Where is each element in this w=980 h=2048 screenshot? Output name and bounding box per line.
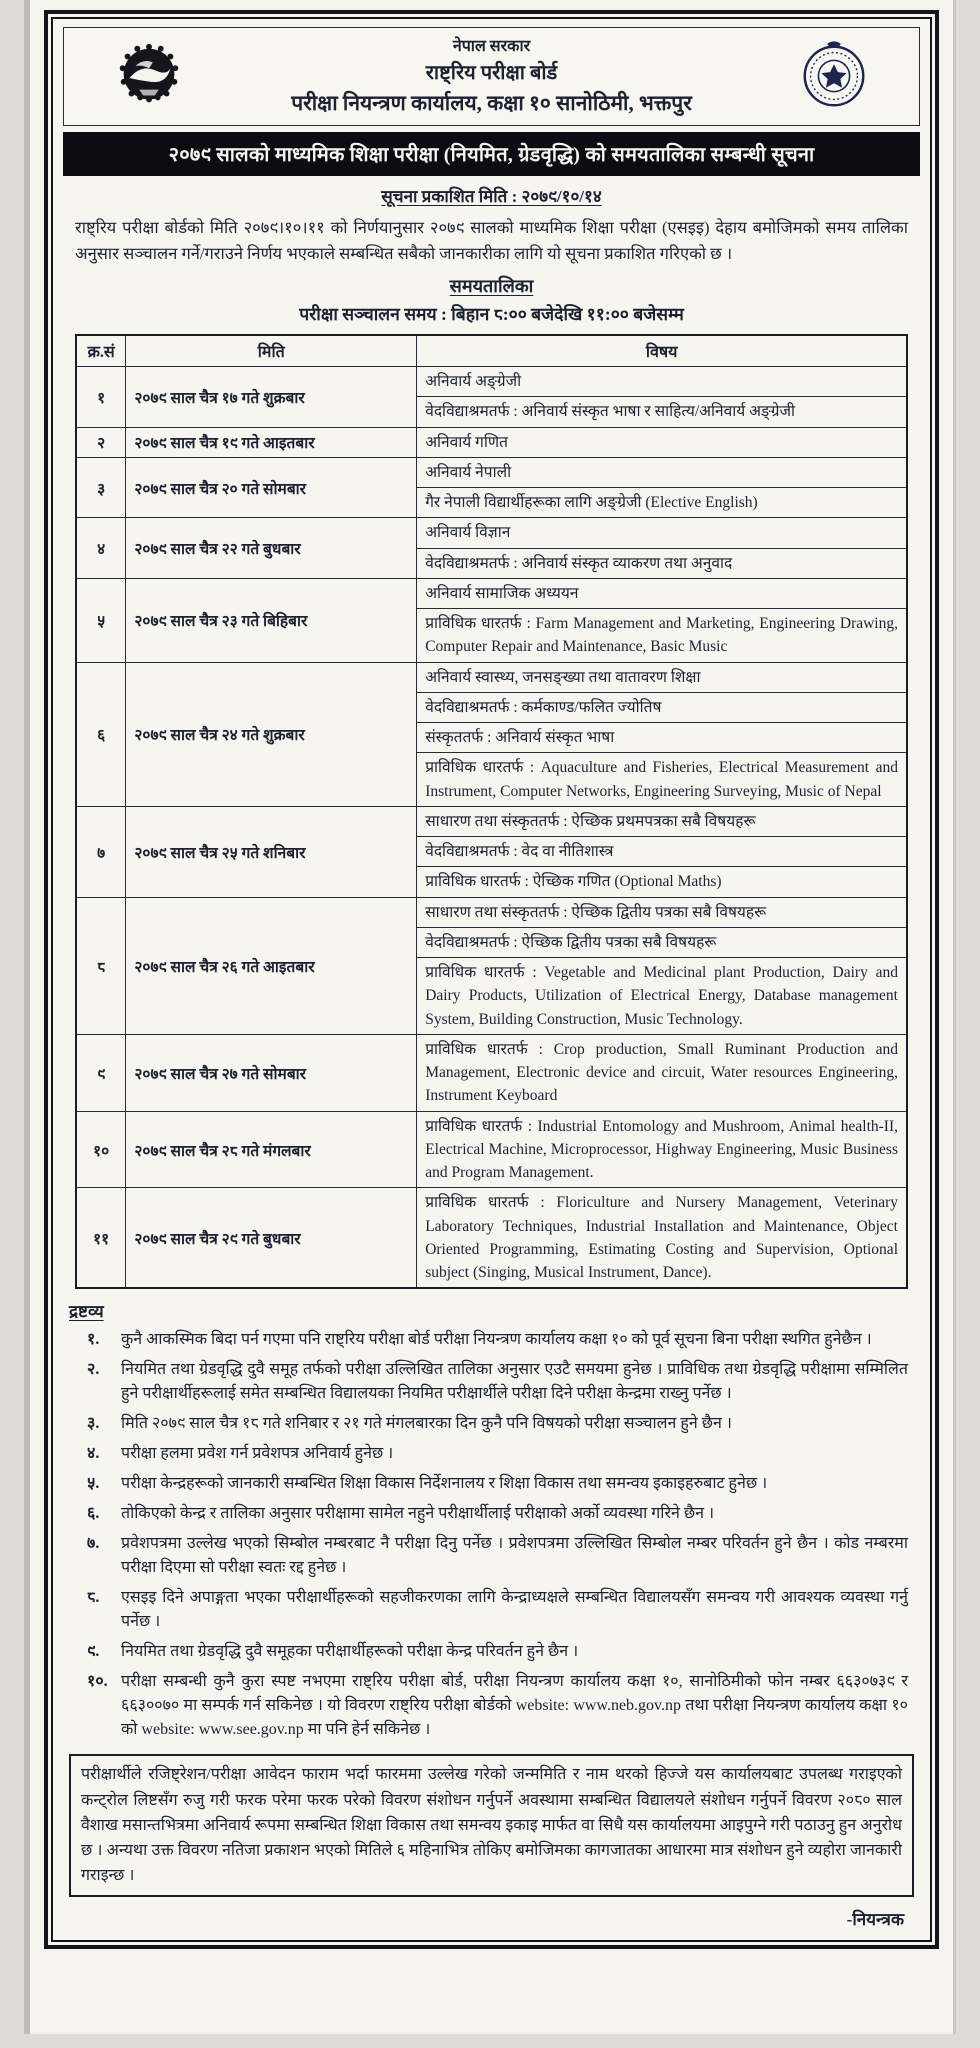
serial-number-cell: ३ [76, 457, 126, 518]
serial-number-cell: १ [76, 367, 126, 428]
schedule-row [76, 662, 907, 692]
schedule-row [76, 578, 907, 608]
serial-number-cell: ५ [76, 578, 126, 662]
schedule-heading: समयतालिका [449, 276, 534, 297]
note-item [87, 1442, 908, 1466]
schedule-row [76, 806, 907, 836]
subject-cell: प्राविधिक धारतर्फ : Farm Management and Marketing, Engineering Drawing, Computer Repair and Maintenance, Basic Music [417, 609, 907, 663]
subject-cell: गैर नेपाली विद्यार्थीहरूका लागि अङ्ग्रेजी (Elective English) [417, 488, 907, 518]
note-text: नियमित तथा ग्रेडवृद्धि दुवै समूह तर्फको परीक्षा उल्लिखित तालिका अनुसार एउटै समयमा हुनेछ । प्राविधिक तथा ग्रेडवृद्धि परीक्षामा सम्मिलित हुने परीक्षार्थीहरूलाई समेत सम्बन्धित विद्यालयका नियमित परीक्षार्थीले परीक्षा दिने परीक्षा केन्द्रमा राख्नु पर्नेछ । [121, 1361, 908, 1403]
subject-cell: वेदविद्याश्रमतर्फ : ऐच्छिक द्वितीय पत्रका सबै विषयहरू [417, 927, 907, 957]
exam-date-cell: २०७९ साल चैत्र २४ गते शुक्रबार [126, 662, 417, 806]
note-number: १०. [87, 1673, 108, 1691]
note-item [87, 1472, 908, 1496]
note-number: ७. [87, 1535, 100, 1553]
schedule-row [76, 457, 907, 487]
serial-number-cell: ८ [76, 897, 126, 1034]
column-header-date: मिति [126, 335, 417, 367]
exam-date-cell: २०७९ साल चैत्र २८ गते मंगलबार [126, 1111, 417, 1188]
schedule-row [76, 427, 907, 457]
column-header-subject: विषय [417, 335, 907, 367]
schedule-row [76, 1034, 907, 1111]
note-text: मिति २०७९ साल चैत्र १८ गते शनिबार र २१ गते मंगलबारका दिन कुनै पनि विषयको परीक्षा सञ्चालन हुने छैन । [121, 1415, 732, 1433]
schedule-row [76, 1188, 907, 1289]
schedule-row [76, 1111, 907, 1188]
exam-date-cell: २०७९ साल चैत्र २९ गते बुधबार [126, 1188, 417, 1289]
published-date: सूचना प्रकाशित मिति : २०७९/१०/१४ [381, 187, 602, 206]
subject-cell: प्राविधिक धारतर्फ : Industrial Entomology and Mushroom, Animal health-II, Electrical Machine, Microprocessor, Highway Engineering, Music Business and Program Management. [417, 1111, 907, 1188]
serial-number-cell: ६ [76, 662, 126, 806]
note-text: प्रवेशपत्रमा उल्लेख भएको सिम्बोल नम्बरबाट नै परीक्षा दिनु पर्नेछ । प्रवेशपत्रमा उल्लिखित सिम्बोल नम्बर परिवर्तन हुने छैन । कोड नम्बरमा परीक्षा दिएमा सो परीक्षा स्वतः रद्द हुनेछ । [121, 1535, 908, 1577]
note-text: परीक्षा हलमा प्रवेश गर्न प्रवेशपत्र अनिवार्य हुनेछ । [121, 1445, 394, 1463]
subject-cell: अनिवार्य अङ्ग्रेजी [417, 367, 907, 397]
serial-number-cell: ९ [76, 1034, 126, 1111]
notes-heading: द्रष्टव्य [69, 1302, 104, 1322]
subject-cell: संस्कृततर्फ : अनिवार्य संस्कृत भाषा [417, 723, 907, 753]
serial-number-cell: ७ [76, 806, 126, 897]
note-item [87, 1502, 908, 1526]
exam-date-cell: २०७९ साल चैत्र २३ गते बिहिबार [126, 578, 417, 662]
note-number: ८. [87, 1589, 100, 1607]
note-text: कुनै आकस्मिक बिदा पर्न गएमा पनि राष्ट्रिय परीक्षा बोर्ड परीक्षा नियन्त्रण कार्यालय कक्षा १० को पूर्व सूचना बिना परीक्षा स्थगित हुनेछैन । [121, 1331, 872, 1349]
scanned-notice-page [24, 0, 956, 2034]
note-text: परीक्षा सम्बन्धी कुनै कुरा स्पष्ट नभएमा राष्ट्रिय परीक्षा बोर्ड, परीक्षा नियन्त्रण कार्यालय कक्षा १०, सानोठिमीको फोन नम्बर ६६३०७३९ र ६६३००७० मा सम्पर्क गर्न सकिनेछ । यो विवरण राष्ट्रिय परीक्षा बोर्डको website: www.neb.gov.np तथा परीक्षा नियन्त्रण कार्यालय कक्षा १० को website: www.see.gov.np मा पनि हेर्न सकिनेछ । [121, 1673, 908, 1739]
intro-paragraph: राष्ट्रिय परीक्षा बोर्डको मिति २०७९।१०।११ को निर्णयानुसार २०७९ सालको माध्यमिक शिक्षा परीक्षा (एसइइ) देहाय बमोजिमको समय तालिका अनुसार सञ्चालन गर्ने/गराउने निर्णय भएकाले सम्बन्धित सबैको जानकारीका लागि यो सूचना प्रकाशित गरिएको छ । [75, 218, 908, 263]
subject-cell: प्राविधिक धारतर्फ : Floriculture and Nursery Management, Veterinary Laboratory Techniques, Industrial Installation and Maintenance, Object Oriented Programming, Estimating Costing and Supervision, Optional subject (Singing, Musical Instrument, Dance). [417, 1188, 907, 1289]
note-number: ६. [87, 1505, 100, 1523]
serial-number-cell: ४ [76, 518, 126, 579]
notice-title-bar: २०७९ सालको माध्यमिक शिक्षा परीक्षा (नियमित, ग्रेडवृद्धि) को समयतालिका सम्बन्धी सूचना [63, 132, 920, 176]
subject-cell: वेदविद्याश्रमतर्फ : अनिवार्य संस्कृत भाषा र साहित्य/अनिवार्य अङ्ग्रेजी [417, 397, 907, 427]
column-header-sn: क्र.सं [76, 335, 126, 367]
exam-date-cell: २०७९ साल चैत्र २५ गते शनिबार [126, 806, 417, 897]
note-number: ९. [87, 1643, 100, 1661]
notes-list [53, 1328, 930, 1742]
exam-date-cell: २०७९ साल चैत्र २७ गते सोमबार [126, 1034, 417, 1111]
subject-cell: साधारण तथा संस्कृततर्फ : ऐच्छिक प्रथमपत्रका सबै विषयहरू [417, 806, 907, 836]
subject-cell: अनिवार्य विज्ञान [417, 518, 907, 548]
note-item [87, 1640, 908, 1664]
note-number: ३. [87, 1415, 100, 1433]
exam-schedule-table [75, 334, 908, 1289]
subject-cell: प्राविधिक धारतर्फ : Vegetable and Medicinal plant Production, Dairy and Dairy Products, Utilization of Electrical Energy, Database management System, Building Construction, Music Technology. [417, 958, 907, 1035]
subject-cell: अनिवार्य सामाजिक अध्ययन [417, 578, 907, 608]
document-inner-frame [51, 17, 932, 1942]
subject-cell: अनिवार्य गणित [417, 427, 907, 457]
serial-number-cell: २ [76, 427, 126, 457]
subject-cell: प्राविधिक धारतर्फ : ऐच्छिक गणित (Optional Maths) [417, 867, 907, 897]
exam-date-cell: २०७९ साल चैत्र २२ गते बुधबार [126, 518, 417, 579]
exam-date-cell: २०७९ साल चैत्र १९ गते आइतबार [126, 427, 417, 457]
serial-number-cell: ११ [76, 1188, 126, 1289]
note-item [87, 1670, 908, 1742]
exam-date-cell: २०७९ साल चैत्र २० गते सोमबार [126, 457, 417, 518]
subject-cell: वेदविद्याश्रमतर्फ : अनिवार्य संस्कृत व्याकरण तथा अनुवाद [417, 548, 907, 578]
subject-cell: साधारण तथा संस्कृततर्फ : ऐच्छिक द्वितीय पत्रका सबै विषयहरू [417, 897, 907, 927]
board-name: राष्ट्रिय परीक्षा बोर्ड [425, 62, 558, 84]
document-outer-frame [44, 10, 939, 1949]
subject-cell: वेदविद्याश्रमतर्फ : वेद वा नीतिशास्त्र [417, 837, 907, 867]
note-number: ५. [87, 1475, 100, 1493]
table-header-row [76, 335, 907, 367]
note-number: ४. [87, 1445, 100, 1463]
note-item [87, 1412, 908, 1436]
note-text: एसइइ दिने अपाङ्गता भएका परीक्षार्थीहरूको सहजीकरणका लागि केन्द्राध्यक्षले सम्बन्धित विद्यालयसँग समन्वय गरी आवश्यक व्यवस्था गर्नु पर्नेछ । [121, 1589, 908, 1631]
schedule-table-body [76, 367, 907, 1289]
note-number: १. [87, 1331, 100, 1349]
office-name: परीक्षा नियन्त्रण कार्यालय, कक्षा १० सानोठिमी, भक्तपुर [291, 91, 692, 115]
signature-controller: -नियन्त्रक [846, 1909, 904, 1929]
schedule-row [76, 518, 907, 548]
note-number: २. [87, 1361, 100, 1379]
letterhead [63, 27, 920, 126]
government-line: नेपाल सरकार [452, 38, 531, 55]
subject-cell: अनिवार्य नेपाली [417, 457, 907, 487]
schedule-row [76, 367, 907, 397]
subject-cell: वेदविद्याश्रमतर्फ : कर्मकाण्ड/फलित ज्योतिष [417, 692, 907, 722]
nepal-government-emblem-icon [110, 37, 188, 115]
note-item [87, 1532, 908, 1580]
exam-time-line: परीक्षा सञ्चालन समय : बिहान ८:०० बजेदेखि ११:०० बजेसम्म [299, 304, 684, 325]
subject-cell: अनिवार्य स्वास्थ्य, जनसङ्ख्या तथा वातावरण शिक्षा [417, 662, 907, 692]
note-text: तोकिएको केन्द्र र तालिका अनुसार परीक्षामा सामेल नहुने परीक्षार्थीलाई परीक्षाको अर्को व्यवस्था गरिने छैन । [121, 1505, 715, 1523]
subject-cell: प्राविधिक धारतर्फ : Crop production, Small Ruminant Production and Management, Electronic device and circuit, Water resources Engineering, Instrument Keyboard [417, 1034, 907, 1111]
subject-cell: प्राविधिक धारतर्फ : Aquaculture and Fisheries, Electrical Measurement and Instrument, Computer Networks, Engineering Surveying, Music of Nepal [417, 753, 907, 807]
serial-number-cell: १० [76, 1111, 126, 1188]
letterhead-text [188, 34, 795, 117]
note-item [87, 1358, 908, 1406]
note-text: परीक्षा केन्द्रहरूको जानकारी सम्बन्धित शिक्षा विकास निर्देशनालय र शिक्षा विकास तथा समन्वय इकाइहरुबाट हुनेछ । [121, 1475, 768, 1493]
exam-date-cell: २०७९ साल चैत्र १७ गते शुक्रबार [126, 367, 417, 428]
note-item [87, 1586, 908, 1634]
note-text: नियमित तथा ग्रेडवृद्धि दुवै समूहका परीक्षार्थीहरूको परीक्षा केन्द्र परिवर्तन हुने छैन । [121, 1643, 579, 1661]
exam-date-cell: २०७९ साल चैत्र २६ गते आइतबार [126, 897, 417, 1034]
note-item [87, 1328, 908, 1352]
schedule-row [76, 897, 907, 927]
correction-instruction-box: परीक्षार्थीले रजिष्ट्रेशन/परीक्षा आवेदन फाराम भर्दा फारममा उल्लेख गरेको जन्ममिति र नाम थरको हिज्जे यस कार्यालयबाट उपलब्ध गराइएको कन्ट्रोल लिष्टसँग रुजु गरी फरक परेमा फरक परेको विवरण संशोधन गर्नुपर्ने अवस्थामा सम्बन्धित विद्यालयले संशोधन गर्नुपर्ने विवरण २०८० साल वैशाख मसान्तभित्रमा अनिवार्य रूपमा सम्बन्धित शिक्षा विकास तथा समन्वय इकाइ मार्फत वा सिधै यस कार्यालयमा आइपुग्ने गरी पठाउनु हुन अनुरोध छ । अन्यथा उक्त विवरण नतिजा प्रकाशन भएको मितिले ६ महिनाभित्र तोकिए बमोजिमका कागजातका आधारमा मात्र संशोधन हुने व्यहोरा जानकारी गराइन्छ । [69, 1754, 914, 1896]
neb-seal-icon [795, 37, 873, 115]
